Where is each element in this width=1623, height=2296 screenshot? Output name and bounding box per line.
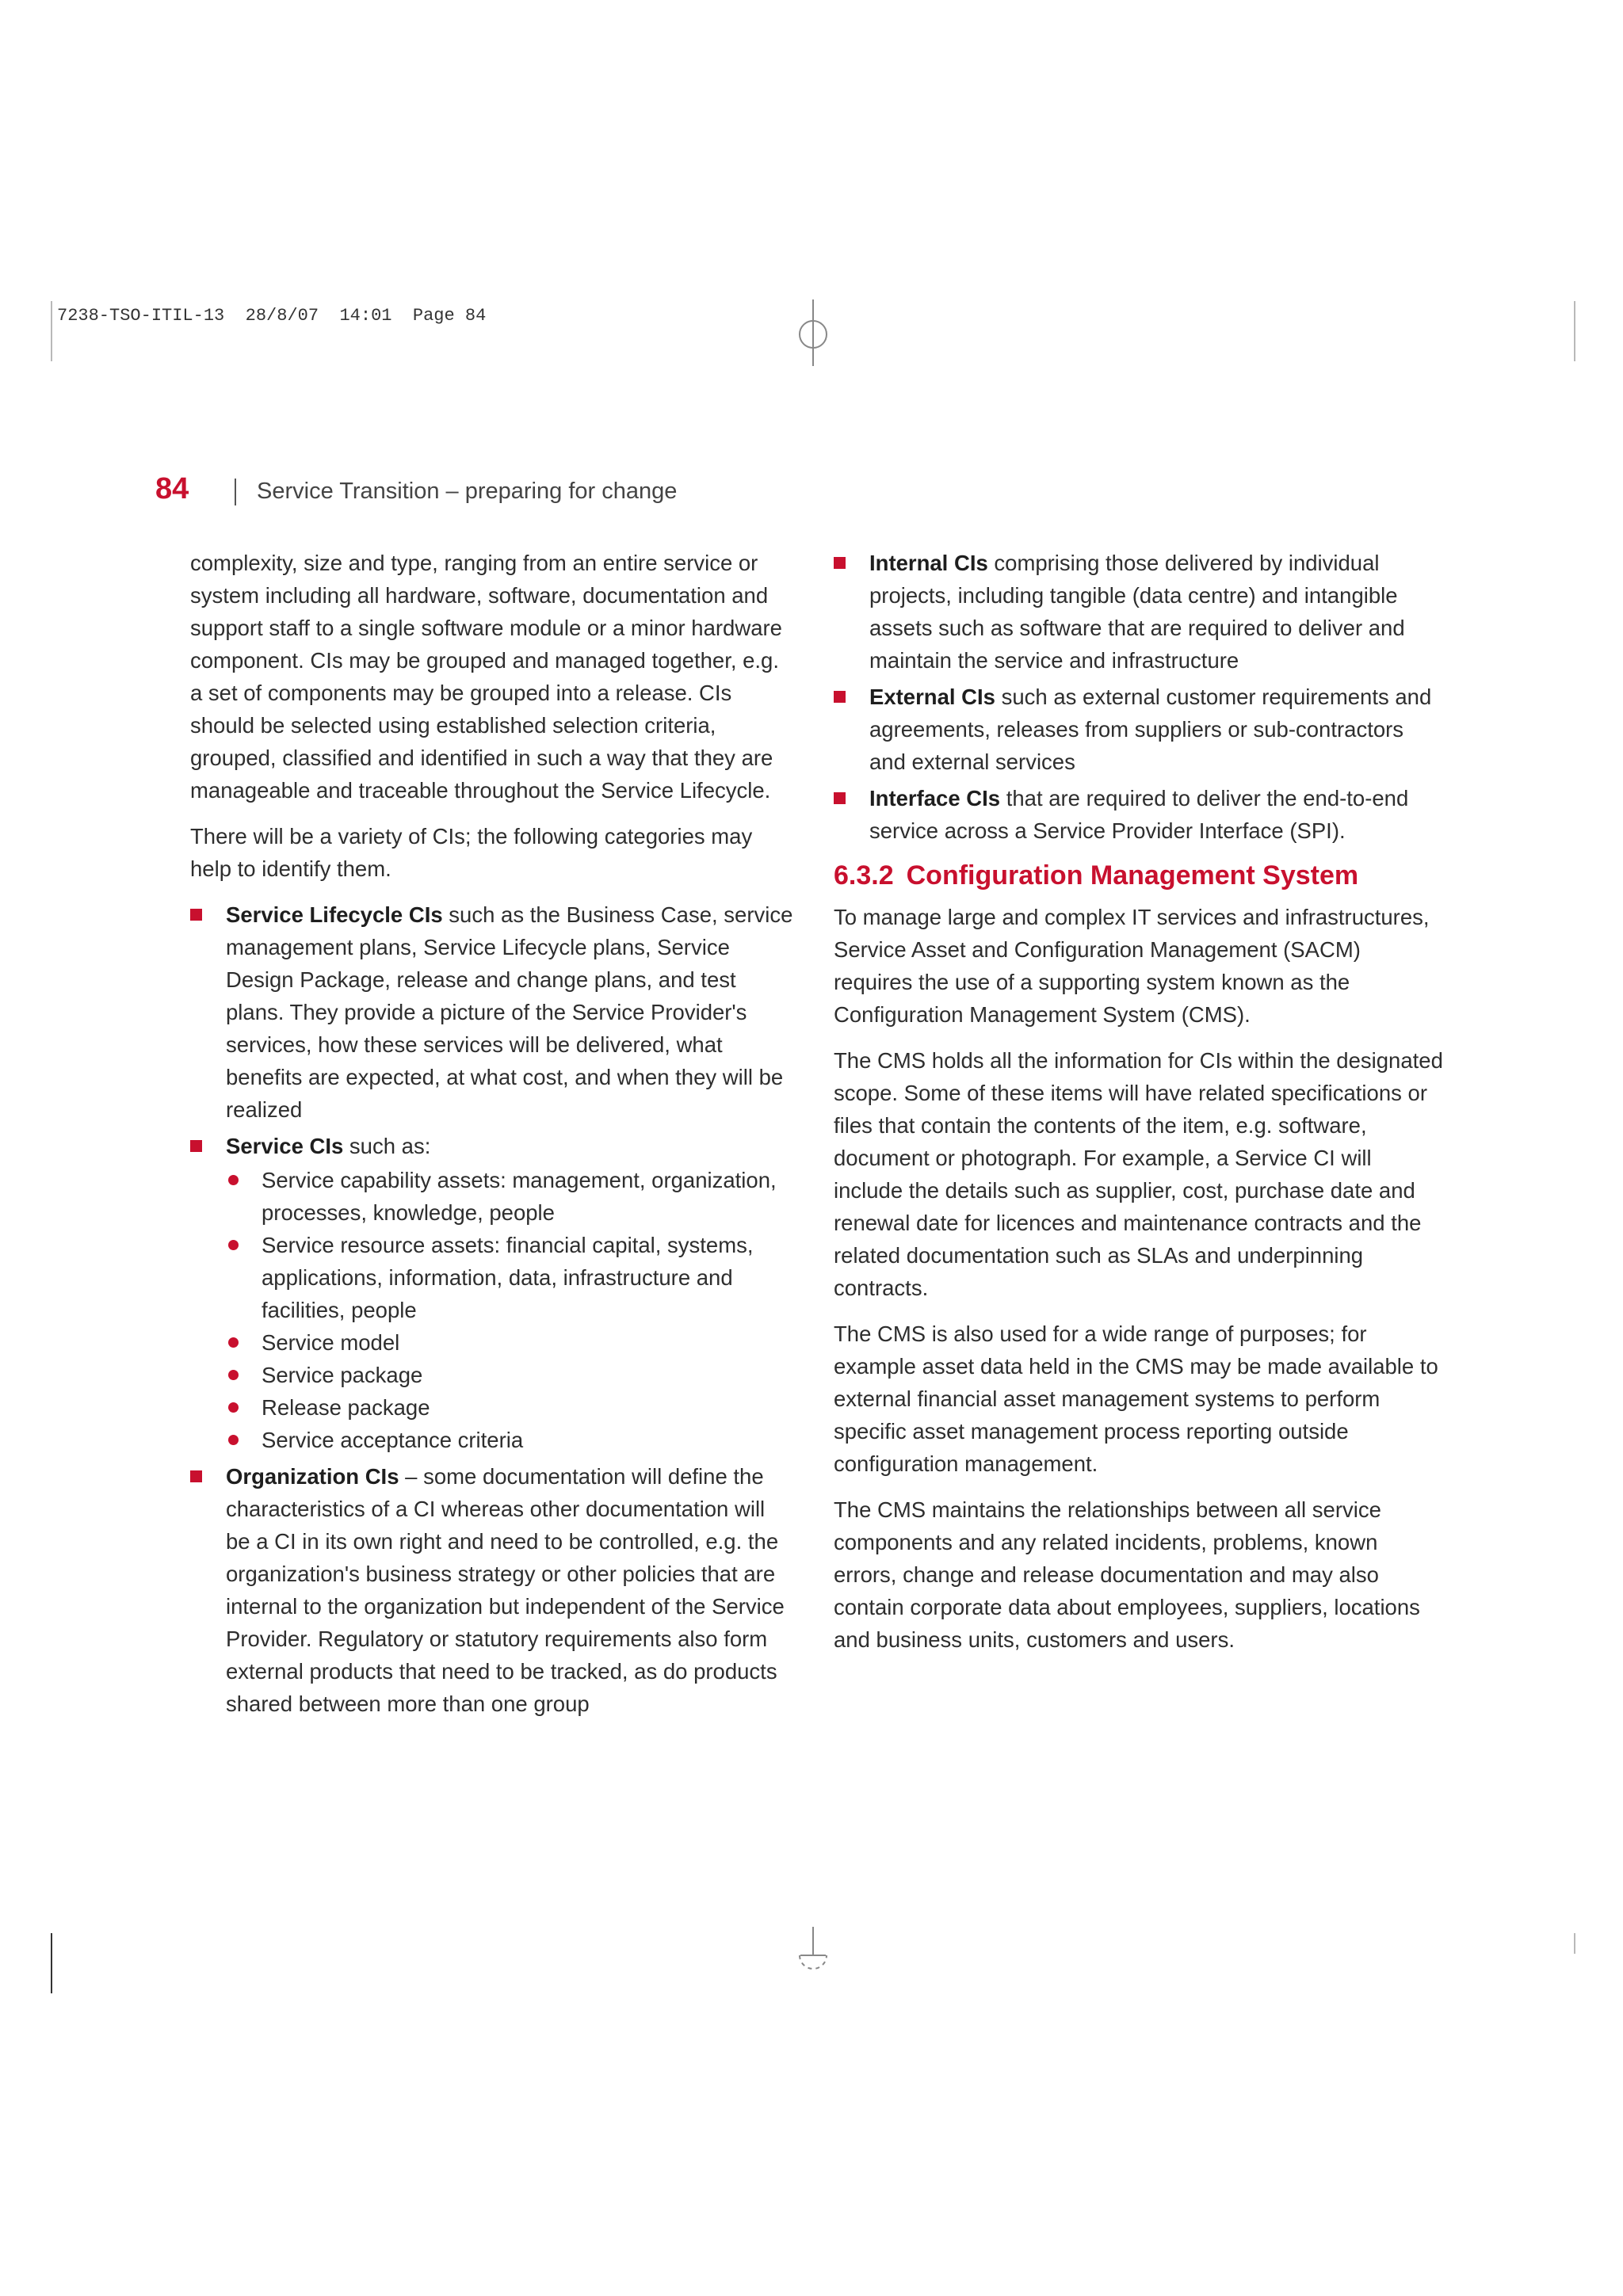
sublist-item-text: Service resource assets: financial capital, systems, applications, information, data, infrastructure and facilities, people: [262, 1233, 754, 1322]
sublist-item: [226, 1424, 794, 1456]
ci-category-list-continued: [834, 547, 1444, 847]
crop-line-top-left: [51, 301, 52, 361]
dot-bullet-icon: [228, 1370, 239, 1380]
paragraph: The CMS is also used for a wide range of purposes; for example asset data held in the CMS may be made available to external financial asset management systems to perform specific asset management process reporting outside configuration management.: [834, 1322, 1438, 1476]
header-separator: [235, 479, 236, 505]
item-text: such as the Business Case, service management plans, Service Lifecycle plans, Service Design Package, release and change plans, and test plans. They provide a picture of the Service Provider's services, how these services will be delivered, what benefits are expected, at what cost, and when they will be realized: [226, 902, 793, 1122]
square-bullet-icon: [834, 691, 846, 703]
term: Service CIs: [226, 1134, 344, 1158]
sublist-item: [226, 1326, 794, 1359]
square-bullet-icon: [190, 1140, 202, 1152]
term: Organization CIs: [226, 1464, 399, 1489]
sublist-item-text: Service capability assets: management, organization, processes, knowledge, people: [262, 1168, 777, 1225]
paragraph: To manage large and complex IT services and infrastructures, Service Asset and Configuration Management (SACM) requires the use of a supporting system known as the Configuration Management System (CMS).: [834, 905, 1430, 1027]
paragraph: The CMS maintains the relationships between all service components and any related incidents, problems, known errors, change and release documentation and may also contain corporate data about employees, suppliers, locations and business units, customers and users.: [834, 1497, 1420, 1652]
sublist-item-text: Service acceptance criteria: [262, 1428, 524, 1452]
section-number: 6.3.2: [834, 860, 894, 891]
list-item: [834, 547, 1444, 677]
crop-line-top-right: [1574, 301, 1575, 361]
running-header-title: Service Transition – preparing for change: [257, 479, 678, 504]
square-bullet-icon: [834, 792, 846, 804]
registration-mark-bottom-icon: [789, 1927, 837, 1993]
term: External CIs: [869, 685, 995, 709]
dot-bullet-icon: [228, 1402, 239, 1413]
list-item: [834, 681, 1444, 778]
sublist-item-text: Release package: [262, 1395, 430, 1420]
sublist-item: [226, 1229, 794, 1326]
term: Interface CIs: [869, 786, 1001, 810]
item-text: such as external customer requirements and agreements, releases from suppliers or sub-contractors and external services: [869, 685, 1432, 774]
sublist-item: [226, 1359, 794, 1391]
paragraph: There will be a variety of CIs; the following categories may help to identify them.: [190, 824, 753, 881]
list-item: [834, 782, 1444, 847]
term: Internal CIs: [869, 551, 988, 575]
dot-bullet-icon: [228, 1435, 239, 1445]
service-ci-sublist: [226, 1164, 794, 1456]
item-text: – some documentation will define the characteristics of a CI whereas other documentation will be a CI in its own right and need to be controlled, e.g. the organization's business strategy or other policies that are internal to the organization but independent of the Service Provider. Regulatory or statutory requirements also form external products that need to be tracked, as do products shared between more than one group: [226, 1464, 785, 1716]
sublist-item-text: Service model: [262, 1330, 400, 1355]
dot-bullet-icon: [228, 1240, 239, 1250]
paragraph: The CMS holds all the information for CIs within the designated scope. Some of these items will have related specifications or files that contain the contents of the item, e.g. software, document or photograph. For example, a Service CI will include the details such as supplier, cost, purchase date and renewal date for licences and maintenance contracts and the related documentation such as SLAs and underpinning contracts.: [834, 1048, 1443, 1300]
ci-category-list: [190, 898, 794, 1720]
square-bullet-icon: [190, 909, 202, 921]
registration-mark-top-icon: [789, 299, 837, 366]
sublist-item-text: Service package: [262, 1363, 423, 1387]
section-heading: [834, 858, 1444, 893]
dot-bullet-icon: [228, 1175, 239, 1185]
right-column: [834, 547, 1444, 1669]
paragraph: complexity, size and type, ranging from an entire service or system including all hardware, software, documentation and support staff to a single software module or a minor hardware component. CIs may be grouped and managed together, e.g. a set of components may be grouped into a release. CIs should be selected using established selection criteria, grouped, classified and identified in such a way that they are manageable and traceable throughout the Service Lifecycle.: [190, 551, 782, 803]
page-number: 84: [155, 472, 189, 505]
item-text: that are required to deliver the end-to-end service across a Service Provider Interface (SPI).: [869, 786, 1409, 843]
sublist-item: [226, 1164, 794, 1229]
sublist-item: [226, 1391, 794, 1424]
dot-bullet-icon: [228, 1337, 239, 1348]
square-bullet-icon: [190, 1470, 202, 1482]
list-item: [190, 898, 794, 1126]
left-column: [190, 547, 794, 1726]
list-item: [190, 1460, 794, 1720]
term: Service Lifecycle CIs: [226, 902, 443, 927]
list-item: [190, 1130, 794, 1456]
crop-line-bottom-left: [51, 1933, 52, 1993]
item-text: such as:: [343, 1134, 431, 1158]
crop-line-bottom-right: [1574, 1933, 1575, 1954]
item-text: comprising those delivered by individual projects, including tangible (data centre) and intangible assets such as software that are required to deliver and maintain the service and infrastructure: [869, 551, 1405, 673]
section-title: Configuration Management System: [906, 860, 1359, 891]
print-slug: 7238-TSO-ITIL-13 28/8/07 14:01 Page 84: [57, 306, 487, 326]
square-bullet-icon: [834, 557, 846, 569]
